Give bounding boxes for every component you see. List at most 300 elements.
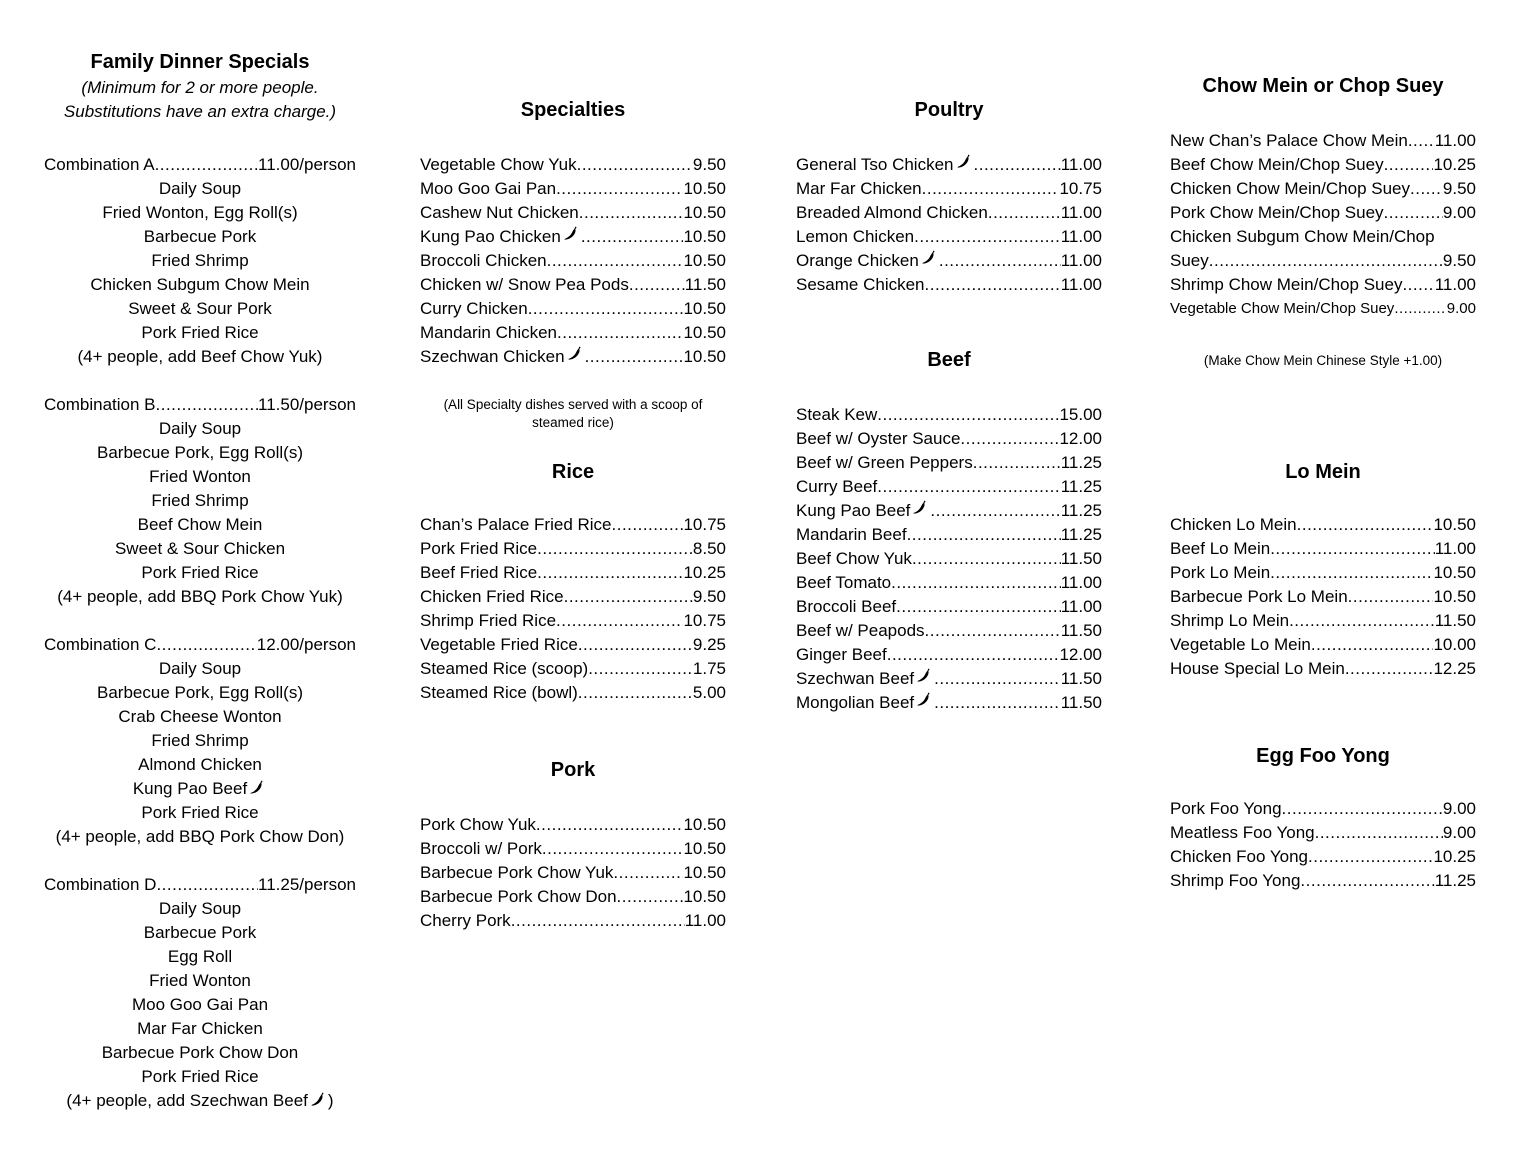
dot-leader — [973, 451, 1061, 475]
combination-item — [44, 441, 356, 465]
menu-item-name: Steak Kew — [796, 405, 878, 424]
dot-leader — [887, 643, 1060, 667]
menu-item — [420, 585, 726, 609]
dot-leader — [988, 201, 1061, 225]
menu-item-name: Cashew Nut Chicken — [420, 203, 579, 222]
dot-leader — [891, 571, 1061, 595]
menu-item-name: Curry Beef — [796, 477, 878, 496]
combination-header — [44, 873, 356, 897]
combination-item — [44, 777, 356, 801]
dot-leader — [537, 561, 683, 585]
menu-item — [420, 885, 726, 909]
combination-item — [44, 273, 356, 297]
menu-item-price: 11.00 — [1060, 251, 1102, 270]
chili-pepper-icon — [912, 499, 928, 515]
menu-item-price: 10.50 — [683, 299, 726, 318]
menu-item-name: Beef Tomato — [796, 573, 892, 592]
chili-pepper-icon — [921, 249, 937, 265]
combination-item — [44, 993, 356, 1017]
combination-item — [44, 681, 356, 705]
chow-mein-items-b — [1170, 273, 1476, 321]
menu-item — [1170, 585, 1476, 609]
menu-item — [1170, 657, 1476, 681]
chili-pepper-icon — [916, 691, 932, 707]
combination-item-text: Fried Shrimp — [151, 731, 249, 750]
section-title-specialties: Specialties — [520, 99, 626, 121]
menu-item — [796, 427, 1102, 451]
menu-item-price: 11.50 — [1060, 549, 1102, 568]
menu-item — [796, 643, 1102, 667]
menu-item-name: House Special Lo Mein — [1170, 659, 1345, 678]
combination-item-text: Crab Cheese Wonton — [118, 707, 282, 726]
menu-item — [420, 837, 726, 861]
menu-item — [796, 499, 1102, 523]
dot-leader — [156, 633, 256, 657]
rice-list — [420, 513, 726, 705]
menu-item — [796, 571, 1102, 595]
dot-leader — [581, 225, 684, 249]
combination-item — [44, 897, 356, 921]
chili-pepper-icon — [563, 225, 579, 241]
family-specials-subtitle-1: (Minimum for 2 or more people. — [81, 78, 319, 97]
combination-header — [44, 633, 356, 657]
combination-item-text: Kung Pao Beef — [132, 779, 248, 798]
combination-item-text: Pork Fried Rice — [141, 323, 259, 342]
dot-leader — [939, 249, 1061, 273]
menu-item-price: 11.00 — [1434, 539, 1476, 558]
menu-item-name: Beef Fried Rice — [420, 563, 538, 582]
menu-item-price: 10.50 — [683, 323, 726, 342]
menu-item-price: 10.00 — [1433, 635, 1476, 654]
chow-mein-list — [1170, 129, 1476, 321]
menu-item — [1170, 513, 1476, 537]
menu-item-name: Mar Far Chicken — [796, 179, 922, 198]
dot-leader — [934, 667, 1061, 691]
dot-leader — [912, 547, 1061, 571]
menu-item-name: Pork Lo Mein — [1170, 563, 1271, 582]
menu-item-price: 12.00 — [1059, 645, 1102, 664]
combination-item — [44, 345, 356, 369]
combination-item-text: Moo Goo Gai Pan — [131, 995, 269, 1014]
menu-item — [420, 249, 726, 273]
combination-item-text: Pork Fried Rice — [141, 1067, 259, 1086]
combination-item-text: Daily Soup — [158, 179, 242, 198]
menu-item-name-line1: Chicken Subgum Chow Mein/Chop — [1170, 227, 1435, 246]
menu-item-name: Szechwan Beef — [796, 669, 915, 688]
dot-leader — [1300, 869, 1434, 893]
menu-item-name: Sesame Chicken — [796, 275, 925, 294]
menu-item-price: 10.75 — [683, 515, 726, 534]
menu-item-price: 11.00 — [1060, 275, 1102, 294]
menu-item-name: Breaded Almond Chicken — [796, 203, 988, 222]
specialties-list — [420, 153, 726, 369]
combination-item-text: (4+ people, add Beef Chow Yuk) — [77, 347, 323, 366]
menu-item — [420, 177, 726, 201]
dot-leader — [1297, 513, 1434, 537]
specialties-note-1: (All Specialty dishes served with a scoop of — [443, 397, 703, 412]
combination-item-text: Pork Fried Rice — [141, 563, 259, 582]
menu-item-name: Szechwan Chicken — [420, 347, 565, 366]
combination-item — [44, 489, 356, 513]
menu-item — [796, 225, 1102, 249]
menu-item-name: Lemon Chicken — [796, 227, 915, 246]
section-title-beef: Beef — [927, 349, 971, 371]
combination-item — [44, 1065, 356, 1089]
menu-item-name: Beef w/ Oyster Sauce — [796, 429, 961, 448]
section-title-chow-mein: Chow Mein or Chop Suey — [1202, 75, 1444, 97]
menu-item-price: 1.75 — [692, 659, 726, 678]
combination-item — [44, 561, 356, 585]
combination-price: 11.00/person — [258, 155, 356, 174]
combination-item-text: Fried Shrimp — [151, 491, 249, 510]
menu-item-name: Steamed Rice (bowl) — [420, 683, 578, 702]
dot-leader — [1311, 633, 1434, 657]
menu-item-price: 11.00 — [1434, 131, 1476, 150]
combination-item — [44, 249, 356, 273]
menu-item — [796, 667, 1102, 691]
menu-item-price: 10.25 — [1433, 847, 1476, 866]
dot-leader — [1348, 585, 1434, 609]
combination-item-text: Daily Soup — [158, 659, 242, 678]
section-title-pork: Pork — [550, 759, 596, 781]
combination-item — [44, 585, 356, 609]
dot-leader — [556, 177, 683, 201]
menu-item-name: Pork Chow Mein/Chop Suey — [1170, 203, 1384, 222]
combination-item — [44, 537, 356, 561]
menu-item — [796, 153, 1102, 177]
menu-item-name: Ginger Beef — [796, 645, 887, 664]
menu-item-name: Chan’s Palace Fried Rice — [420, 515, 612, 534]
menu-item-price: 10.50 — [683, 887, 726, 906]
menu-item — [1170, 797, 1476, 821]
menu-item — [420, 813, 726, 837]
menu-item-price: 11.00 — [1060, 203, 1102, 222]
combination-item — [44, 417, 356, 441]
menu-item-price: 9.25 — [692, 635, 726, 654]
menu-item-name: Broccoli Beef — [796, 597, 897, 616]
menu-item — [420, 201, 726, 225]
dot-leader — [896, 595, 1061, 619]
dot-leader — [564, 585, 693, 609]
menu-item-name: Mongolian Beef — [796, 693, 915, 712]
combination-item — [44, 657, 356, 681]
dot-leader — [588, 657, 693, 681]
combination-name: Combination A — [44, 155, 155, 174]
dot-leader — [585, 345, 684, 369]
menu-item-name: Shrimp Chow Mein/Chop Suey — [1170, 275, 1403, 294]
section-title-rice: Rice — [551, 461, 595, 483]
menu-item — [1170, 633, 1476, 657]
combination-item-text: Fried Wonton — [149, 467, 251, 486]
menu-item-price: 10.50 — [683, 179, 726, 198]
combination-item-text: Chicken Subgum Chow Mein — [90, 275, 310, 294]
combination-header — [44, 393, 356, 417]
menu-item — [796, 177, 1102, 201]
dot-leader — [1270, 537, 1435, 561]
menu-item-price: 10.75 — [1059, 179, 1102, 198]
menu-item — [420, 153, 726, 177]
dot-leader — [1289, 609, 1435, 633]
menu-item-name: Shrimp Foo Yong — [1170, 871, 1301, 890]
combination-item-text: Daily Soup — [158, 419, 242, 438]
menu-item — [796, 691, 1102, 715]
dot-leader — [930, 499, 1060, 523]
menu-item-name: Vegetable Chow Yuk — [420, 155, 577, 174]
dot-leader — [925, 619, 1061, 643]
dot-leader — [925, 273, 1061, 297]
menu-item — [1170, 201, 1476, 225]
combination-item-text: (4+ people, add Szechwan Beef — [66, 1091, 308, 1110]
chow-mein-items-a — [1170, 129, 1476, 225]
dot-leader — [1209, 249, 1443, 273]
menu-item — [1170, 177, 1476, 201]
dot-leader — [155, 153, 258, 177]
section-title-poultry: Poultry — [914, 99, 984, 121]
menu-item — [420, 273, 726, 297]
menu-item — [796, 201, 1102, 225]
section-title-egg-foo-yong: Egg Foo Yong — [1256, 745, 1390, 767]
menu-item-name: General Tso Chicken — [796, 155, 954, 174]
combination-item-text: Sweet & Sour Pork — [128, 299, 272, 318]
lo-mein-list — [1170, 513, 1476, 681]
menu-item-name: Chicken Lo Mein — [1170, 515, 1297, 534]
combination-block — [44, 393, 356, 609]
dot-leader — [511, 909, 685, 933]
menu-item-name: Chicken Foo Yong — [1170, 847, 1308, 866]
menu-item-price: 11.00 — [1060, 573, 1102, 592]
menu-item — [796, 451, 1102, 475]
menu-item — [1170, 153, 1476, 177]
menu-item-name: Kung Pao Beef — [796, 501, 911, 520]
menu-item-name: Chicken Chow Mein/Chop Suey — [1170, 179, 1411, 198]
combination-item — [44, 801, 356, 825]
menu-item-price: 9.00 — [1442, 203, 1476, 222]
menu-item — [420, 537, 726, 561]
combination-name: Combination B — [44, 395, 156, 414]
menu-item — [420, 561, 726, 585]
menu-item-price: 15.00 — [1059, 405, 1102, 424]
menu-item — [796, 619, 1102, 643]
menu-item-price: 11.00 — [1060, 155, 1102, 174]
menu-item-line2 — [1170, 249, 1476, 273]
dot-leader — [536, 813, 684, 837]
menu-item — [420, 321, 726, 345]
menu-item-price: 10.50 — [683, 227, 726, 246]
combination-item-text: Beef Chow Mein — [137, 515, 263, 534]
menu-item-price: 12.00 — [1059, 429, 1102, 448]
menu-item-price: 11.00 — [684, 911, 726, 930]
combination-item — [44, 1041, 356, 1065]
menu-item-price: 11.25 — [1060, 453, 1102, 472]
combination-item — [44, 705, 356, 729]
menu-item-price: 10.50 — [683, 815, 726, 834]
combination-block — [44, 153, 356, 369]
dot-leader — [1345, 657, 1434, 681]
menu-item-price: 10.25 — [1433, 155, 1476, 174]
combination-item-text: Fried Wonton — [149, 971, 251, 990]
dot-leader — [1308, 845, 1433, 869]
menu-item — [796, 249, 1102, 273]
menu-item-name: Kung Pao Chicken — [420, 227, 561, 246]
menu-item — [420, 513, 726, 537]
menu-item — [420, 609, 726, 633]
combination-item-text: Pork Fried Rice — [141, 803, 259, 822]
menu-item — [796, 523, 1102, 547]
menu-item-name: Cherry Pork — [420, 911, 511, 930]
menu-item-price: 8.50 — [692, 539, 726, 558]
menu-item-name: Beef Chow Yuk — [796, 549, 912, 568]
dot-leader — [1384, 153, 1434, 177]
menu-item-price: 11.50 — [1060, 693, 1102, 712]
combination-item-text: Fried Shrimp — [151, 251, 249, 270]
menu-item-name: Chicken Fried Rice — [420, 587, 564, 606]
menu-item-name: Barbecue Pork Lo Mein — [1170, 587, 1348, 606]
menu-item-price: 10.50 — [1433, 563, 1476, 582]
menu-item — [796, 547, 1102, 571]
menu-item-price: 9.50 — [1442, 179, 1476, 198]
menu-item-price: 11.50 — [1434, 611, 1476, 630]
combination-item — [44, 1089, 356, 1113]
dot-leader — [578, 633, 693, 657]
dot-leader — [1394, 297, 1446, 321]
egg-foo-yong-list — [1170, 797, 1476, 893]
menu-item-name: Broccoli Chicken — [420, 251, 547, 270]
dot-leader — [1408, 129, 1435, 153]
menu-item-name: Meatless Foo Yong — [1170, 823, 1315, 842]
menu-item-name: Barbecue Pork Chow Don — [420, 887, 617, 906]
menu-item — [420, 633, 726, 657]
menu-item — [420, 861, 726, 885]
menu-item-price: 11.00 — [1434, 275, 1476, 294]
dot-leader — [613, 861, 683, 885]
dot-leader — [528, 297, 684, 321]
menu-item — [796, 403, 1102, 427]
menu-item-price: 10.25 — [683, 563, 726, 582]
menu-item-name: Vegetable Lo Mein — [1170, 635, 1311, 654]
chow-mein-note: (Make Chow Mein Chinese Style +1.00) — [1203, 353, 1443, 368]
combination-block — [44, 873, 356, 1113]
combination-item-text: Barbecue Pork — [143, 227, 257, 246]
dot-leader — [156, 873, 258, 897]
menu-item — [1170, 297, 1476, 321]
dot-leader — [542, 837, 684, 861]
section-title-lo-mein: Lo Mein — [1285, 461, 1361, 483]
menu-item-price: 9.50 — [692, 587, 726, 606]
menu-item-name: Orange Chicken — [796, 251, 919, 270]
combination-item-text: (4+ people, add BBQ Pork Chow Yuk) — [57, 587, 343, 606]
menu-item-price: 11.25 — [1060, 501, 1102, 520]
dot-leader — [1282, 797, 1443, 821]
combination-price: 11.50/person — [258, 395, 356, 414]
combination-block — [44, 633, 356, 849]
dot-leader — [617, 885, 684, 909]
family-specials-subtitle-2: Substitutions have an extra charge.) — [63, 102, 337, 121]
menu-item-price: 11.00 — [1060, 227, 1102, 246]
menu-item-name: Beef w/ Peapods — [796, 621, 925, 640]
menu-item — [1170, 821, 1476, 845]
menu-item-price: 9.00 — [1442, 799, 1476, 818]
menu-item — [420, 909, 726, 933]
section-title-family-specials: Family Dinner Specials — [90, 51, 310, 73]
menu-item-price: 12.25 — [1433, 659, 1476, 678]
combination-item — [44, 177, 356, 201]
dot-leader — [1402, 273, 1434, 297]
menu-item-price: 9.00 — [1442, 823, 1476, 842]
menu-item — [1170, 609, 1476, 633]
dot-leader — [1270, 561, 1433, 585]
menu-item — [420, 681, 726, 705]
combination-item — [44, 945, 356, 969]
combination-item — [44, 513, 356, 537]
menu-item-price: 10.50 — [1433, 515, 1476, 534]
dot-leader — [547, 249, 684, 273]
combination-item — [44, 729, 356, 753]
menu-item — [420, 657, 726, 681]
combination-item — [44, 225, 356, 249]
combination-item-text: Egg Roll — [167, 947, 233, 966]
menu-item-name: Mandarin Chicken — [420, 323, 558, 342]
combination-item — [44, 1017, 356, 1041]
menu-item-price: 10.50 — [683, 251, 726, 270]
menu-item — [420, 345, 726, 369]
dot-leader — [907, 523, 1061, 547]
menu-item-name: Moo Goo Gai Pan — [420, 179, 557, 198]
menu-item-name: Vegetable Chow Mein/Chop Suey — [1170, 300, 1395, 317]
menu-item — [796, 475, 1102, 499]
dot-leader — [1315, 821, 1443, 845]
chili-pepper-icon — [310, 1091, 326, 1107]
dot-leader — [934, 691, 1061, 715]
menu-item — [796, 595, 1102, 619]
menu-item-name-line2: Suey — [1170, 251, 1209, 270]
menu-item-name: Beef w/ Green Peppers — [796, 453, 973, 472]
dot-leader — [156, 393, 259, 417]
menu-item-name: Chicken w/ Snow Pea Pods — [420, 275, 629, 294]
menu-item-name: Beef Chow Mein/Chop Suey — [1170, 155, 1384, 174]
combination-item — [44, 921, 356, 945]
combination-item — [44, 321, 356, 345]
combination-item-text: Barbecue Pork, Egg Roll(s) — [97, 443, 303, 462]
menu-item-name: Shrimp Lo Mein — [1170, 611, 1290, 630]
chili-pepper-icon — [249, 779, 265, 795]
menu-item-price: 11.00 — [1060, 597, 1102, 616]
dot-leader — [974, 153, 1061, 177]
menu-item-price: 10.50 — [683, 839, 726, 858]
menu-item-price: 11.25 — [1434, 871, 1476, 890]
dot-leader — [537, 537, 693, 561]
combination-item-text: Sweet & Sour Chicken — [114, 539, 286, 558]
dot-leader — [877, 403, 1059, 427]
dot-leader — [577, 153, 693, 177]
menu-item — [1170, 561, 1476, 585]
dot-leader — [557, 321, 683, 345]
dot-leader — [877, 475, 1060, 499]
family-combinations — [44, 153, 356, 1113]
menu-item-name: Pork Fried Rice — [420, 539, 538, 558]
dot-leader — [579, 201, 684, 225]
combination-item — [44, 297, 356, 321]
combination-item-text: Almond Chicken — [138, 755, 262, 774]
menu-item-wrapped — [1170, 225, 1476, 273]
menu-item — [420, 297, 726, 321]
dot-leader — [578, 681, 693, 705]
menu-item — [1170, 845, 1476, 869]
menu-item — [420, 225, 726, 249]
menu-item-price: 10.75 — [683, 611, 726, 630]
combination-item — [44, 753, 356, 777]
combination-item — [44, 201, 356, 225]
dot-leader — [612, 513, 684, 537]
